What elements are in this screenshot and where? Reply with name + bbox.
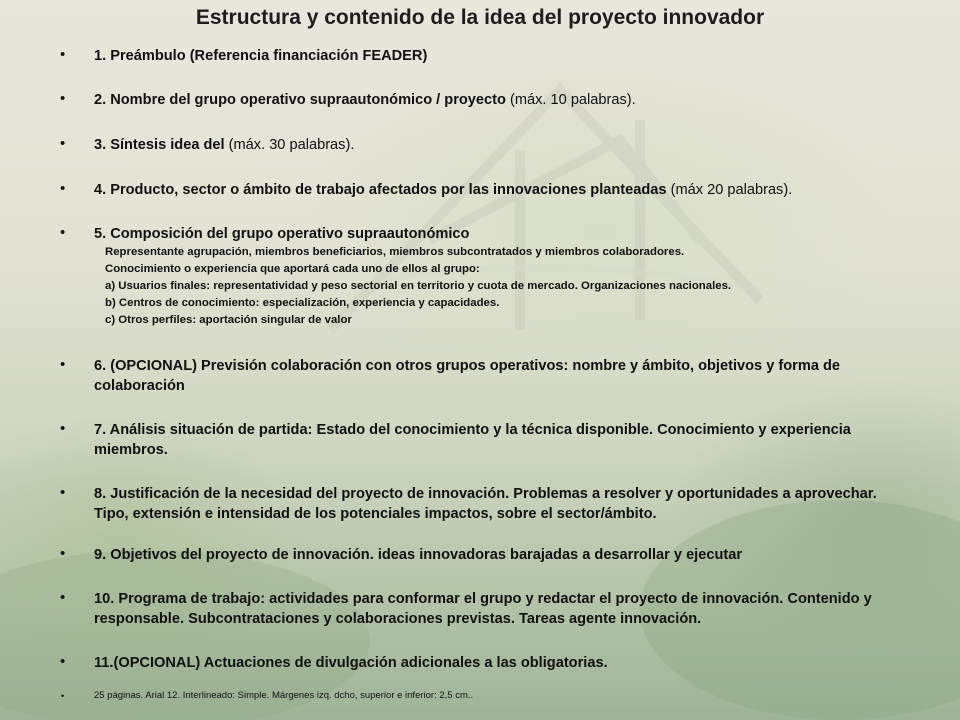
bullet-icon: •	[60, 90, 66, 107]
item-main: 3. Síntesis idea del	[94, 137, 229, 153]
slide-title: Estructura y contenido de la idea del proyecto innovador	[195, 6, 765, 29]
item-main: 10. Programa de trabajo: actividades para conformar el grupo y redactar el proyecto de innovación. Contenido y responsable. Subcontrataciones y colaboraciones previstas. Tareas agente innovación.	[94, 591, 872, 627]
item-main: 2. Nombre del grupo operativo supraautonómico / proyecto	[94, 92, 506, 108]
bullet-icon: •	[60, 180, 66, 197]
bullet-icon: •	[60, 653, 66, 670]
bullet-icon: •	[60, 224, 66, 241]
item-note: (máx 20 palabras).	[666, 182, 793, 198]
item-main: 4. Producto, sector o ámbito de trabajo afectados por las innovaciones planteadas	[94, 182, 667, 198]
item-main: 11.(OPCIONAL) Actuaciones de divulgación adicionales a las obligatorias.	[94, 655, 608, 671]
bullet-icon: •	[60, 589, 66, 606]
item-main: 1. Preámbulo (Referencia financiación FEADER)	[94, 48, 428, 64]
item-main: 8. Justificación de la necesidad del proyecto de innovación. Problemas a resolver y oportunidades a aprovechar. Tipo, extensión e intensidad de los potenciales impactos, sobre el sector/ámbito.	[94, 486, 877, 522]
bullet-icon: •	[61, 691, 65, 701]
item-note: (máx. 10 palabras).	[505, 92, 636, 108]
item-main: 7. Análisis situación de partida: Estado del conocimiento y la técnica disponible. Conocimiento y experiencia miembros.	[94, 422, 851, 458]
item-main: 6. (OPCIONAL) Previsión colaboración con otros grupos operativos: nombre y ámbito, objetivos y forma de colaboración	[94, 358, 841, 394]
bullet-icon: •	[60, 356, 66, 373]
bullet-icon: •	[60, 46, 66, 63]
footnote: 25 páginas. Arial 12. Interlineado: Simple. Márgenes izq. dcho, superior e inferior: 2,5 cm..	[94, 690, 474, 701]
sub-line: Representante agrupación, miembros beneficiarios, miembros subcontratados y miembros colaboradores.	[105, 246, 685, 258]
bullet-icon: •	[60, 420, 66, 437]
item-main: 9. Objetivos del proyecto de innovación. ideas innovadoras barajadas a desarrollar y ejecutar	[94, 547, 743, 563]
item-main: 5. Composición del grupo operativo supraautonómico	[94, 226, 470, 242]
bullet-icon: •	[60, 545, 66, 562]
bullet-icon: •	[60, 484, 66, 501]
sub-line: Conocimiento o experiencia que aportará cada uno de ellos al grupo:	[105, 263, 480, 275]
sub-line: c) Otros perfiles: aportación singular de valor	[105, 314, 352, 326]
item-note: (máx. 30 palabras).	[228, 137, 355, 153]
bullet-icon: •	[60, 135, 66, 152]
sub-line: a) Usuarios finales: representatividad y peso sectorial en territorio y cuota de mercado. Organizaciones nacionales.	[105, 280, 732, 292]
sub-line: b) Centros de conocimiento: especialización, experiencia y capacidades.	[105, 297, 500, 309]
